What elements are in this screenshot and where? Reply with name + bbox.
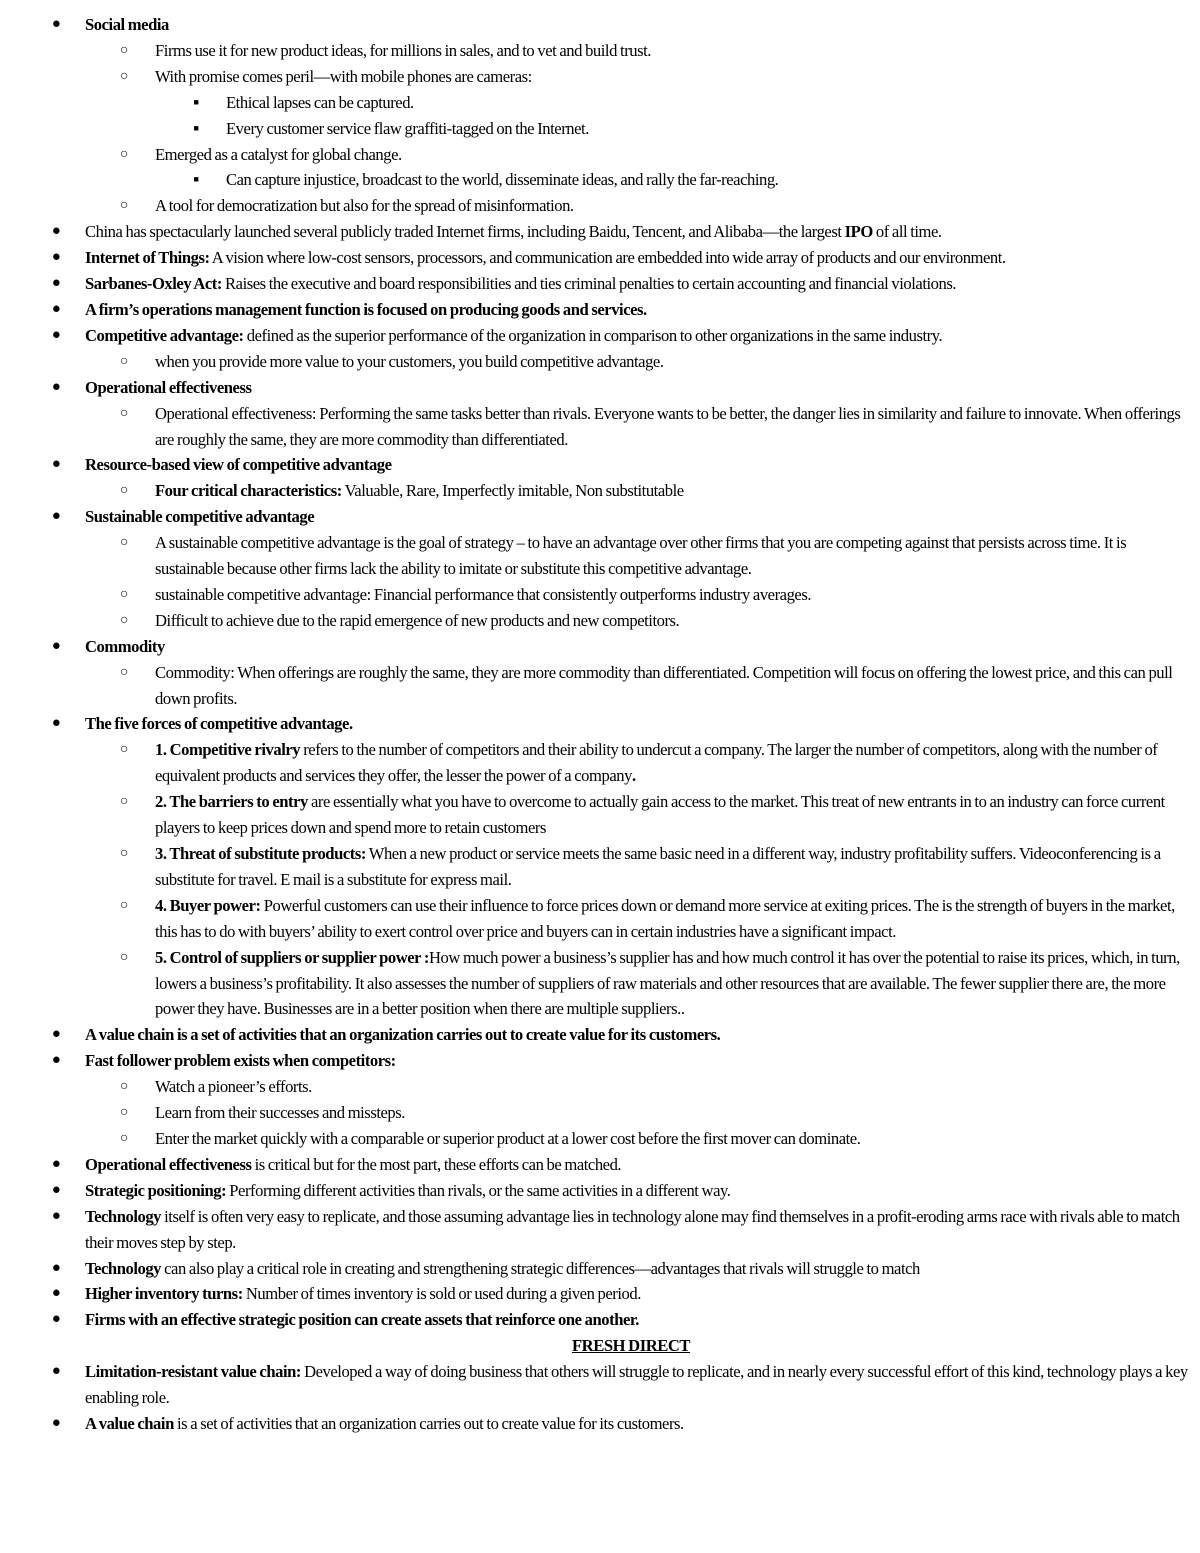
bold-term: 5. Control of suppliers or supplier power : bbox=[155, 947, 429, 967]
bold-term: Commodity bbox=[85, 636, 165, 656]
list-item-level-1 bbox=[0, 1204, 1190, 1256]
filled-circle-bullet-icon: ● bbox=[51, 1285, 61, 1302]
hollow-circle-bullet-icon: ○ bbox=[119, 1079, 128, 1095]
bold-term: Operational effectiveness bbox=[85, 1154, 252, 1174]
item-text: A sustainable competitive advantage is the goal of strategy – to have an advantage over other firms that you are competing against that persists across time. It is sustainable because other firms lack the ability to imitate or substitute this competitive advantage. bbox=[155, 533, 1127, 579]
filled-circle-bullet-icon: ● bbox=[51, 1259, 61, 1276]
item-text: Number of times inventory is sold or used during a given period. bbox=[242, 1284, 641, 1304]
list-item-level-1 bbox=[0, 452, 1190, 478]
item-text: is critical but for the most part, these efforts can be matched. bbox=[251, 1154, 622, 1174]
list-item-level-2 bbox=[0, 478, 1190, 504]
filled-circle-bullet-icon: ● bbox=[51, 300, 61, 317]
filled-circle-bullet-icon: ● bbox=[51, 1155, 61, 1172]
list-item-level-2 bbox=[0, 945, 1190, 1023]
item-text: can also play a critical role in creating and strengthening strategic differences—advantages that rivals will struggle to match bbox=[161, 1258, 920, 1278]
item-text: are essentially what you have to overcome to actually gain access to the market. This treat of new entrants in to an industry can force current players to keep prices down and spend more to retain customers bbox=[155, 792, 1165, 838]
list-item-level-2 bbox=[0, 893, 1190, 945]
filled-circle-bullet-icon: ● bbox=[51, 715, 61, 732]
item-text: when you provide more value to your customers, you build competitive advantage. bbox=[155, 351, 664, 371]
hollow-circle-bullet-icon: ○ bbox=[119, 535, 128, 551]
list-item-level-1 bbox=[0, 12, 1190, 38]
filled-circle-bullet-icon: ● bbox=[51, 637, 61, 654]
bold-term: 2. The barriers to entry bbox=[155, 792, 308, 812]
hollow-circle-bullet-icon: ○ bbox=[119, 897, 128, 913]
list-item-level-1 bbox=[0, 1256, 1190, 1282]
hollow-circle-bullet-icon: ○ bbox=[119, 1105, 128, 1121]
list-item-level-2 bbox=[0, 142, 1190, 168]
list-item-level-2 bbox=[0, 64, 1190, 90]
square-bullet-icon: ■ bbox=[193, 122, 199, 133]
list-item-level-3 bbox=[0, 90, 1190, 116]
list-item-level-2 bbox=[0, 1100, 1190, 1126]
document-body bbox=[0, 12, 1190, 1437]
item-text: Commodity: When offerings are roughly the same, they are more commodity than differentiated. Competition will focus on offering the lowest price, and this can pull down profits. bbox=[155, 662, 1173, 708]
item-text: defined as the superior performance of the organization in comparison to other organizations in the same industry. bbox=[243, 325, 943, 345]
list-item-level-1 bbox=[0, 711, 1190, 737]
filled-circle-bullet-icon: ● bbox=[51, 223, 61, 240]
bold-term: A value chain bbox=[85, 1413, 174, 1433]
list-item-level-1 bbox=[0, 1048, 1190, 1074]
list-item-level-2 bbox=[0, 193, 1190, 219]
list-item-level-1 bbox=[0, 504, 1190, 530]
bold-term: Internet of Things: bbox=[85, 248, 210, 268]
list-item-level-2 bbox=[0, 38, 1190, 64]
list-item-level-2 bbox=[0, 660, 1190, 712]
item-text: Difficult to achieve due to the rapid emergence of new products and new competitors. bbox=[155, 610, 680, 630]
filled-circle-bullet-icon: ● bbox=[51, 1181, 61, 1198]
filled-circle-bullet-icon: ● bbox=[51, 456, 61, 473]
item-text: Firms use it for new product ideas, for millions in sales, and to vet and build trust. bbox=[155, 40, 651, 60]
hollow-circle-bullet-icon: ○ bbox=[119, 949, 128, 965]
bold-term: Four critical characteristics: bbox=[155, 481, 342, 501]
list-item-level-1 bbox=[0, 323, 1190, 349]
list-item-level-2 bbox=[0, 789, 1190, 841]
item-text: Ethical lapses can be captured. bbox=[226, 92, 414, 112]
item-text: Every customer service flaw graffiti-tagged on the Internet. bbox=[226, 118, 589, 138]
list-item-level-1 bbox=[0, 1152, 1190, 1178]
list-item-level-2 bbox=[0, 530, 1190, 582]
list-item-level-2 bbox=[0, 841, 1190, 893]
item-text: Powerful customers can use their influence to force prices down or demand more service at exiting prices. The is the strength of buyers in the market, this has to do with buyers’ ability to exert control over price and buyers can in certain industries have a significant impact. bbox=[155, 895, 1175, 941]
filled-circle-bullet-icon: ● bbox=[51, 275, 61, 292]
item-text: China has spectacularly launched several publicly traded Internet firms, including Baidu, Tencent, and Alibaba—the largest bbox=[85, 222, 845, 242]
bold-term: . bbox=[631, 766, 636, 786]
bold-term: Sustainable competitive advantage bbox=[85, 507, 315, 527]
bold-term: Competitive advantage: bbox=[85, 325, 244, 345]
bold-term: Resource-based view of competitive advantage bbox=[85, 455, 392, 475]
item-text: Can capture injustice, broadcast to the world, disseminate ideas, and rally the far-reaching. bbox=[226, 170, 779, 190]
list-item-level-1 bbox=[0, 1178, 1190, 1204]
bold-term: 3. Threat of substitute products: bbox=[155, 844, 366, 863]
bold-term: Sarbanes-Oxley Act: bbox=[85, 274, 222, 294]
hollow-circle-bullet-icon: ○ bbox=[119, 42, 128, 58]
filled-circle-bullet-icon: ● bbox=[51, 1207, 61, 1224]
item-text: of all time. bbox=[872, 222, 942, 242]
bold-term: 1. Competitive rivalry bbox=[155, 740, 301, 760]
filled-circle-bullet-icon: ● bbox=[51, 1026, 61, 1043]
hollow-circle-bullet-icon: ○ bbox=[119, 664, 128, 680]
item-text: Watch a pioneer’s efforts. bbox=[155, 1077, 312, 1097]
list-item-level-2 bbox=[0, 582, 1190, 608]
list-item-level-1 bbox=[0, 219, 1190, 245]
hollow-circle-bullet-icon: ○ bbox=[119, 846, 128, 861]
item-text: Developed a way of doing business that others will struggle to replicate, and in nearly every successful effort of this kind, technology plays a key enabling role. bbox=[85, 1362, 1188, 1408]
bold-term: IPO bbox=[844, 222, 873, 242]
bold-term: Firms with an effective strategic position can create assets that reinforce one another. bbox=[85, 1310, 639, 1330]
item-text: When a new product or service meets the same basic need in a different way, industry profitability suffers. Videoconferencing is a substitute for travel. E mail is a substitute for express mail. bbox=[155, 844, 1161, 889]
item-text: A tool for democratization but also for the spread of misinformation. bbox=[155, 196, 574, 216]
list-item-level-2 bbox=[0, 1126, 1190, 1152]
bold-term: Technology bbox=[85, 1258, 162, 1278]
item-text: A vision where low-cost sensors, processors, and communication are embedded into wide array of products and our environment. bbox=[209, 248, 1006, 268]
bold-term: Limitation-resistant value chain: bbox=[85, 1362, 301, 1382]
list-item-level-3 bbox=[0, 116, 1190, 142]
bold-term: The five forces of competitive advantage. bbox=[85, 714, 353, 734]
filled-circle-bullet-icon: ● bbox=[51, 1414, 61, 1431]
list-item-level-2 bbox=[0, 1074, 1190, 1100]
bold-term: Technology bbox=[85, 1206, 162, 1226]
list-item-level-1 bbox=[0, 1359, 1190, 1411]
item-text: Enter the market quickly with a comparable or superior product at a lower cost before the first mover can dominate. bbox=[155, 1128, 861, 1148]
bold-term: A value chain is a set of activities that an organization carries out to create value for its customers. bbox=[85, 1025, 721, 1045]
list-item-level-2 bbox=[0, 349, 1190, 375]
filled-circle-bullet-icon: ● bbox=[51, 1311, 61, 1328]
item-text: Valuable, Rare, Imperfectly imitable, Non substitutable bbox=[341, 481, 684, 501]
item-text: sustainable competitive advantage: Financial performance that consistently outperforms industry averages. bbox=[155, 584, 812, 604]
item-text: How much power a business’s supplier has and how much control it has over the potential to raise its prices, which, in turn, lowers a business’s profitability. It also assesses the number of suppliers of raw materials and other resources that are available. The fewer supplier there are, the more power they have. Businesses are in a better position when there are multiple suppliers.. bbox=[155, 947, 1180, 1019]
filled-circle-bullet-icon: ● bbox=[51, 1363, 61, 1380]
hollow-circle-bullet-icon: ○ bbox=[119, 68, 128, 84]
bold-term: 4. Buyer power: bbox=[155, 895, 261, 915]
square-bullet-icon: ■ bbox=[193, 174, 199, 185]
item-text: Operational effectiveness: Performing the same tasks better than rivals. Everyone wants to be better, the danger lies in similarity and failure to innovate. When offerings are roughly the same, they are more commodity than differentiated. bbox=[155, 403, 1181, 449]
hollow-circle-bullet-icon: ○ bbox=[119, 198, 128, 214]
bold-term: Higher inventory turns: bbox=[85, 1284, 243, 1304]
hollow-circle-bullet-icon: ○ bbox=[119, 483, 128, 499]
filled-circle-bullet-icon: ● bbox=[51, 378, 61, 395]
item-text: Performing different activities than rivals, or the same activities in a different way. bbox=[226, 1180, 731, 1200]
hollow-circle-bullet-icon: ○ bbox=[119, 794, 128, 810]
section-heading: FRESH DIRECT bbox=[571, 1336, 691, 1356]
item-text: refers to the number of competitors and their ability to undercut a company. The larger the number of competitors, along with the number of equivalent products and services they offer, the lesser the power of a company bbox=[155, 740, 1158, 786]
hollow-circle-bullet-icon: ○ bbox=[119, 146, 128, 162]
hollow-circle-bullet-icon: ○ bbox=[119, 405, 128, 421]
square-bullet-icon: ■ bbox=[193, 96, 199, 107]
item-text: is a set of activities that an organization carries out to create value for its customers. bbox=[173, 1413, 684, 1433]
filled-circle-bullet-icon: ● bbox=[51, 1052, 61, 1069]
filled-circle-bullet-icon: ● bbox=[51, 326, 61, 343]
filled-circle-bullet-icon: ● bbox=[51, 16, 61, 32]
list-item-level-1 bbox=[0, 634, 1190, 660]
list-item-level-1 bbox=[0, 1411, 1190, 1437]
filled-circle-bullet-icon: ● bbox=[51, 508, 61, 525]
list-item-level-2 bbox=[0, 401, 1190, 453]
bold-term: Operational effectiveness bbox=[85, 377, 252, 397]
hollow-circle-bullet-icon: ○ bbox=[119, 586, 128, 602]
item-text: With promise comes peril—with mobile phones are cameras: bbox=[155, 66, 532, 86]
list-item-level-3 bbox=[0, 167, 1190, 193]
filled-circle-bullet-icon: ● bbox=[51, 249, 61, 266]
list-item-level-1 bbox=[0, 1307, 1190, 1333]
list-item-level-1 bbox=[0, 1022, 1190, 1048]
item-text: Learn from their successes and missteps. bbox=[155, 1103, 405, 1123]
item-text: itself is often very easy to replicate, and those assuming advantage lies in technology alone may find themselves in a profit-eroding arms race with rivals able to match their moves step by step. bbox=[85, 1206, 1180, 1252]
bold-term: Social media bbox=[85, 15, 169, 34]
list-item-level-1 bbox=[0, 1281, 1190, 1307]
bold-term: Fast follower problem exists when competitors: bbox=[85, 1051, 396, 1071]
item-text: Emerged as a catalyst for global change. bbox=[155, 144, 402, 164]
hollow-circle-bullet-icon: ○ bbox=[119, 742, 128, 758]
bold-term: Strategic positioning: bbox=[85, 1180, 227, 1200]
list-item-level-1 bbox=[0, 271, 1190, 297]
hollow-circle-bullet-icon: ○ bbox=[119, 353, 128, 369]
hollow-circle-bullet-icon: ○ bbox=[119, 1130, 128, 1146]
item-text: Raises the executive and board responsibilities and ties criminal penalties to certain accounting and financial violations. bbox=[221, 274, 957, 294]
list-item-level-1 bbox=[0, 297, 1190, 323]
list-item-level-1 bbox=[0, 245, 1190, 271]
bold-term: A firm’s operations management function is focused on producing goods and services. bbox=[85, 299, 647, 319]
list-item-level-1 bbox=[0, 375, 1190, 401]
list-item-level-2 bbox=[0, 608, 1190, 634]
hollow-circle-bullet-icon: ○ bbox=[119, 612, 128, 628]
list-item-level-2 bbox=[0, 737, 1190, 789]
